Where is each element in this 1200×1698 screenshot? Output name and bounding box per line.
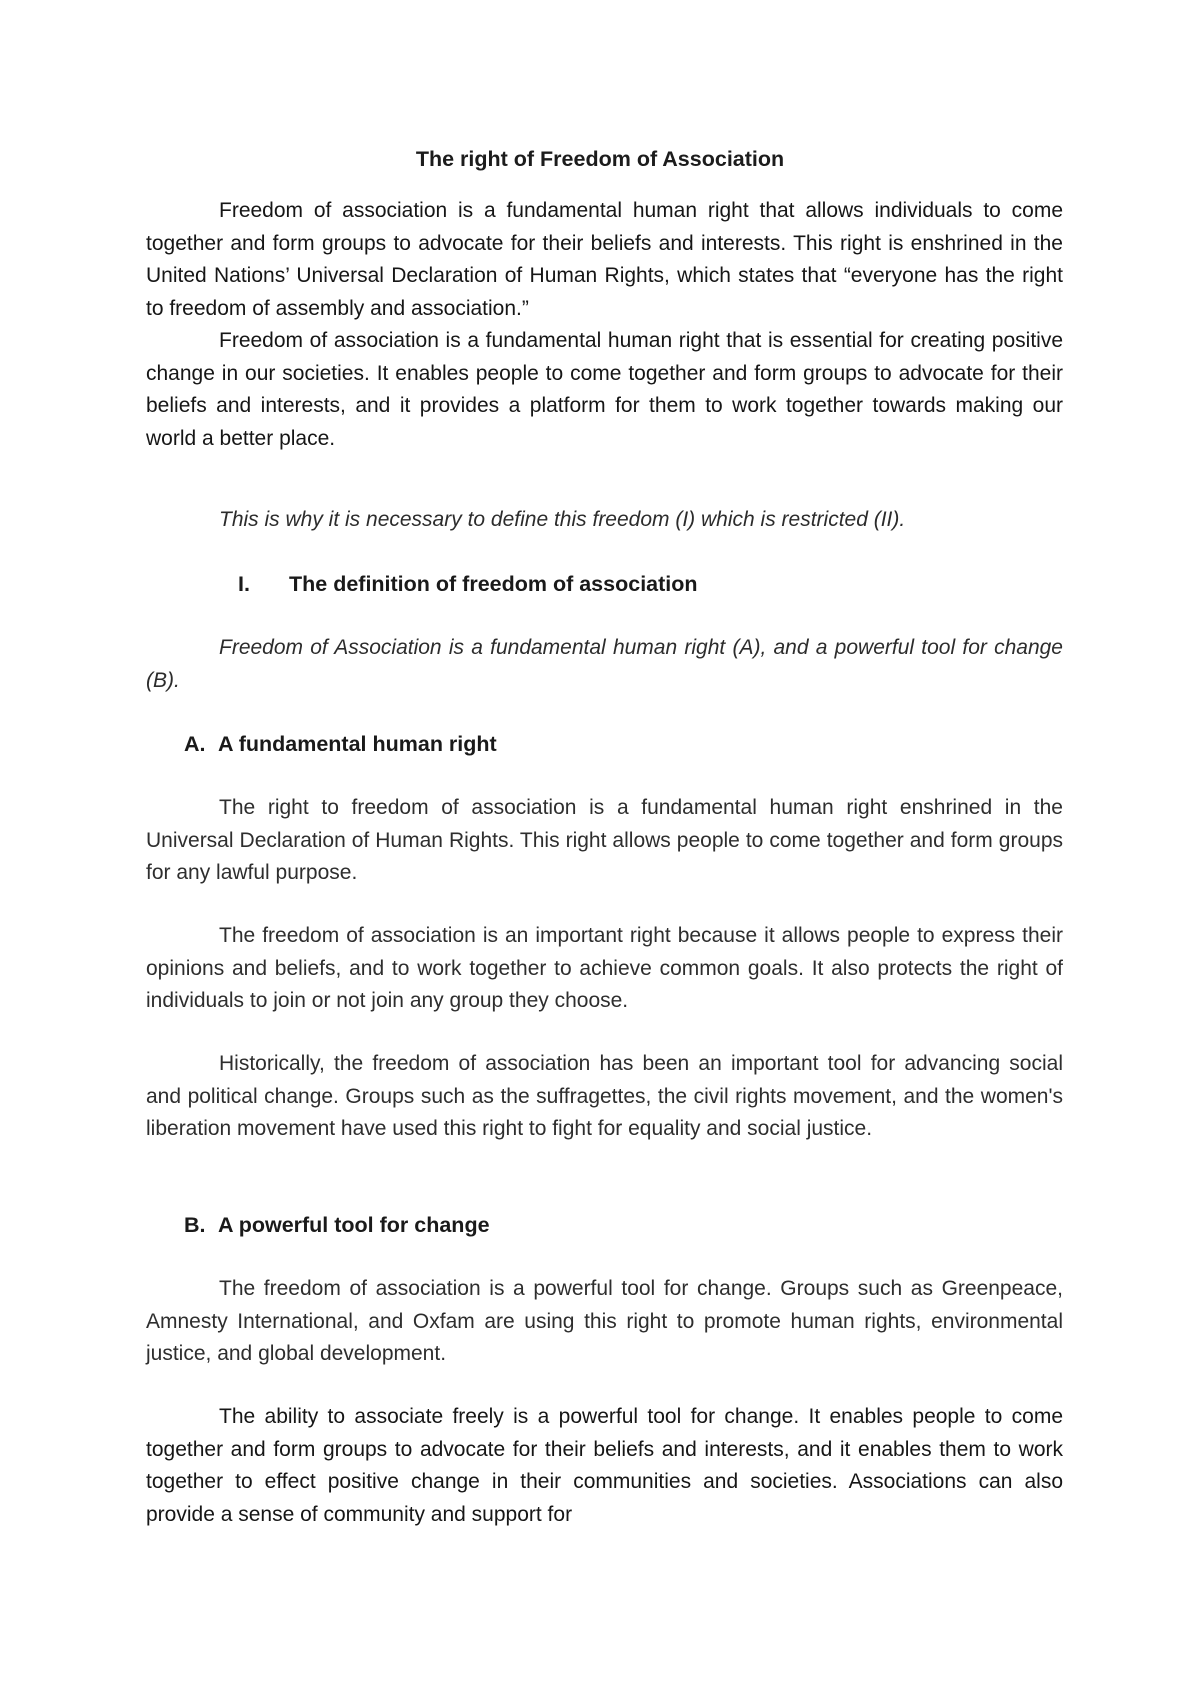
section-b-paragraph-2: The ability to associate freely is a powerful tool for change. It enables people to come together and form groups to advocate for their beliefs and interests, and it enables them to work together to effect positive change in their communities and societies. Associations can also provide a sense of community and support for <box>146 1405 1063 1526</box>
part-1-announcement-text: Freedom of Association is a fundamental human right (A), and a powerful tool for change (B). <box>146 636 1063 692</box>
section-b-paragraph-block-2 <box>146 1401 1063 1531</box>
part-1-title: The definition of freedom of association <box>289 572 698 596</box>
section-b-letter: B. <box>184 1213 206 1237</box>
intro-paragraph-2: Freedom of association is a fundamental human right that is essential for creating positive change in our societies. It enables people to come together and form groups to advocate for their beliefs and interests, and it provides a platform for them to work together towards making our world a better place. <box>146 329 1063 450</box>
section-b-paragraph-1: The freedom of association is a powerful tool for change. Groups such as Greenpeace, Amnesty International, and Oxfam are using this right to promote human rights, environmental justice, and global development. <box>146 1277 1063 1365</box>
section-a-paragraph-block-2 <box>146 920 1063 1018</box>
section-b-paragraph-block-1 <box>146 1273 1063 1371</box>
part-1-heading <box>238 568 698 601</box>
document-title: The right of Freedom of Association <box>415 147 785 171</box>
section-a-heading <box>184 728 497 761</box>
plan-announcement-text: This is why it is necessary to define this freedom (I) which is restricted (II). <box>219 508 906 531</box>
section-a-letter: A. <box>184 732 206 756</box>
plan-announcement <box>146 504 1063 537</box>
section-a-paragraph-1: The right to freedom of association is a fundamental human right enshrined in the Universal Declaration of Human Rights. This right allows people to come together and form groups for any lawful purpose. <box>146 796 1063 884</box>
section-b-title: A powerful tool for change <box>218 1213 490 1237</box>
intro-paragraph-1: Freedom of association is a fundamental human right that allows individuals to come together and form groups to advocate for their beliefs and interests. This right is enshrined in the United Nations’ Universal Declaration of Human Rights, which states that “everyone has the right to freedom of assembly and association.” <box>146 199 1063 320</box>
intro-section <box>146 195 1063 455</box>
section-a-paragraph-block-3 <box>146 1048 1063 1146</box>
section-a-paragraph-block-1 <box>146 792 1063 890</box>
part-1-number: I. <box>238 572 250 596</box>
part-1-announcement <box>146 632 1063 697</box>
section-a-paragraph-2: The freedom of association is an important right because it allows people to express their opinions and beliefs, and to work together to achieve common goals. It also protects the right of individuals to join or not join any group they choose. <box>146 924 1063 1012</box>
section-a-paragraph-3: Historically, the freedom of association has been an important tool for advancing social and political change. Groups such as the suffragettes, the civil rights movement, and the women's liberation movement have used this right to fight for equality and social justice. <box>146 1052 1063 1140</box>
section-b-heading <box>184 1209 490 1242</box>
section-a-title: A fundamental human right <box>218 732 497 756</box>
